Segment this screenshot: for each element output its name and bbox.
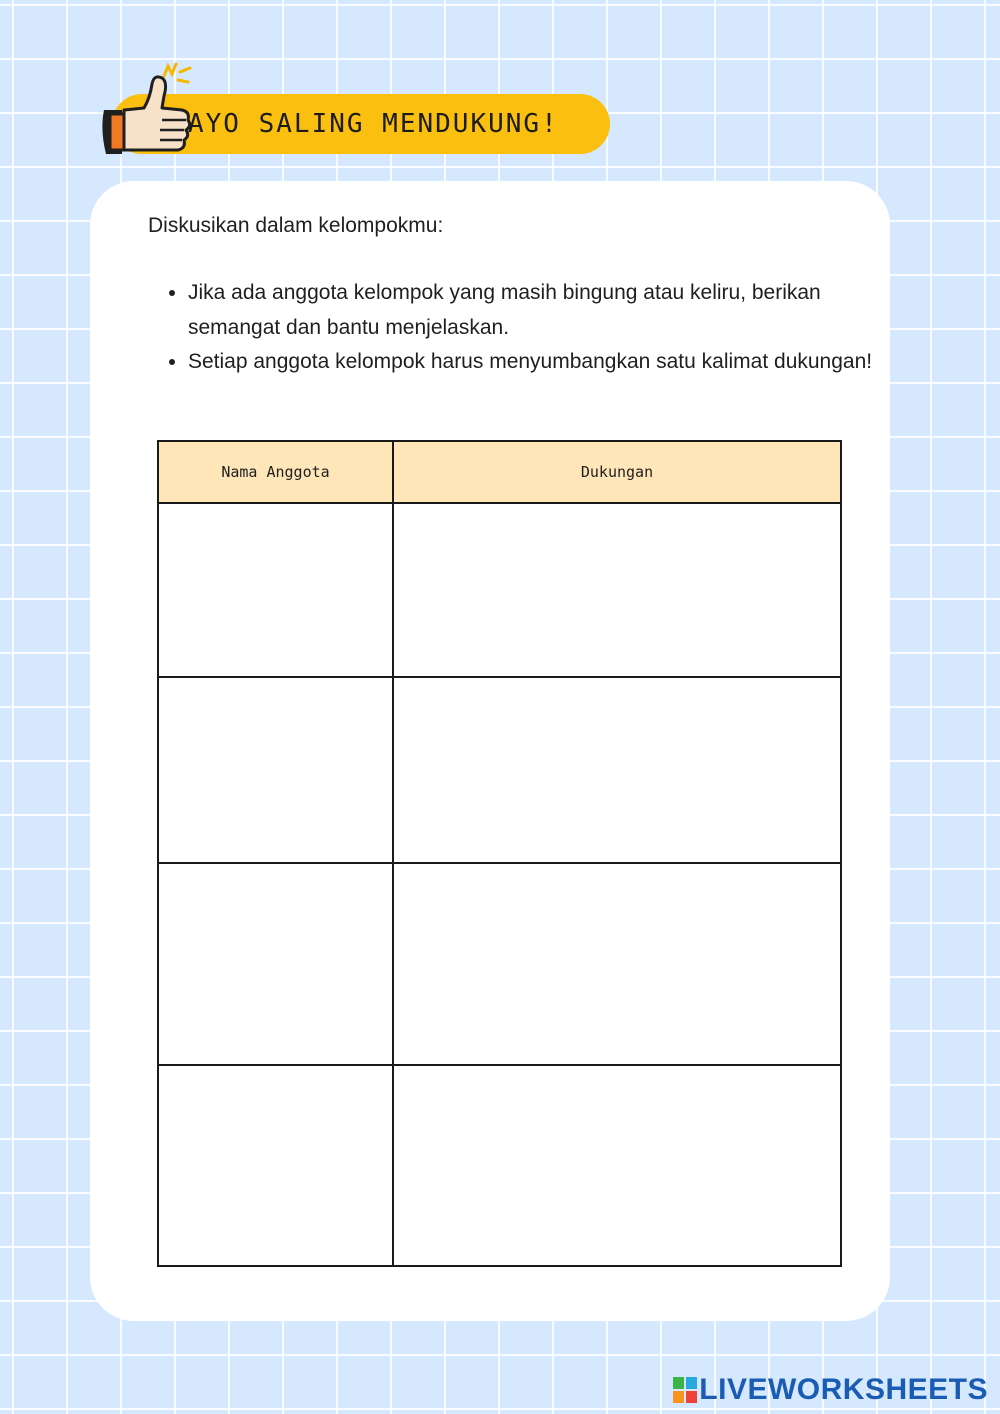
list-item: • Jika ada anggota kelompok yang masih bingung atau keliru, berikan semangat dan bantu menjelaskan. bbox=[188, 276, 888, 345]
table-row bbox=[158, 1065, 841, 1266]
support-cell[interactable] bbox=[393, 863, 841, 1065]
support-cell[interactable] bbox=[393, 503, 841, 677]
table-header-row bbox=[158, 441, 841, 503]
instructions-intro: Diskusikan dalam kelompokmu: bbox=[148, 214, 444, 237]
thumbs-up-icon bbox=[96, 58, 196, 162]
brand-footer bbox=[673, 1372, 988, 1408]
liveworksheets-logo-icon bbox=[673, 1377, 697, 1403]
name-cell[interactable] bbox=[158, 503, 393, 677]
header-nama-anggota: Nama Anggota bbox=[158, 441, 393, 503]
name-cell[interactable] bbox=[158, 1065, 393, 1266]
name-cell[interactable] bbox=[158, 677, 393, 863]
page-title: AYO SALING MENDUKUNG! bbox=[188, 109, 559, 139]
header-dukungan: Dukungan bbox=[393, 441, 841, 503]
brand-name: LIVEWORKSHEETS bbox=[699, 1373, 988, 1406]
table-row bbox=[158, 503, 841, 677]
name-cell[interactable] bbox=[158, 863, 393, 1065]
support-cell[interactable] bbox=[393, 677, 841, 863]
instructions-list bbox=[148, 276, 888, 380]
table-row bbox=[158, 863, 841, 1065]
table-row bbox=[158, 677, 841, 863]
list-item: • Setiap anggota kelompok harus menyumbangkan satu kalimat dukungan! bbox=[188, 345, 888, 380]
support-table bbox=[157, 440, 842, 1267]
support-cell[interactable] bbox=[393, 1065, 841, 1266]
